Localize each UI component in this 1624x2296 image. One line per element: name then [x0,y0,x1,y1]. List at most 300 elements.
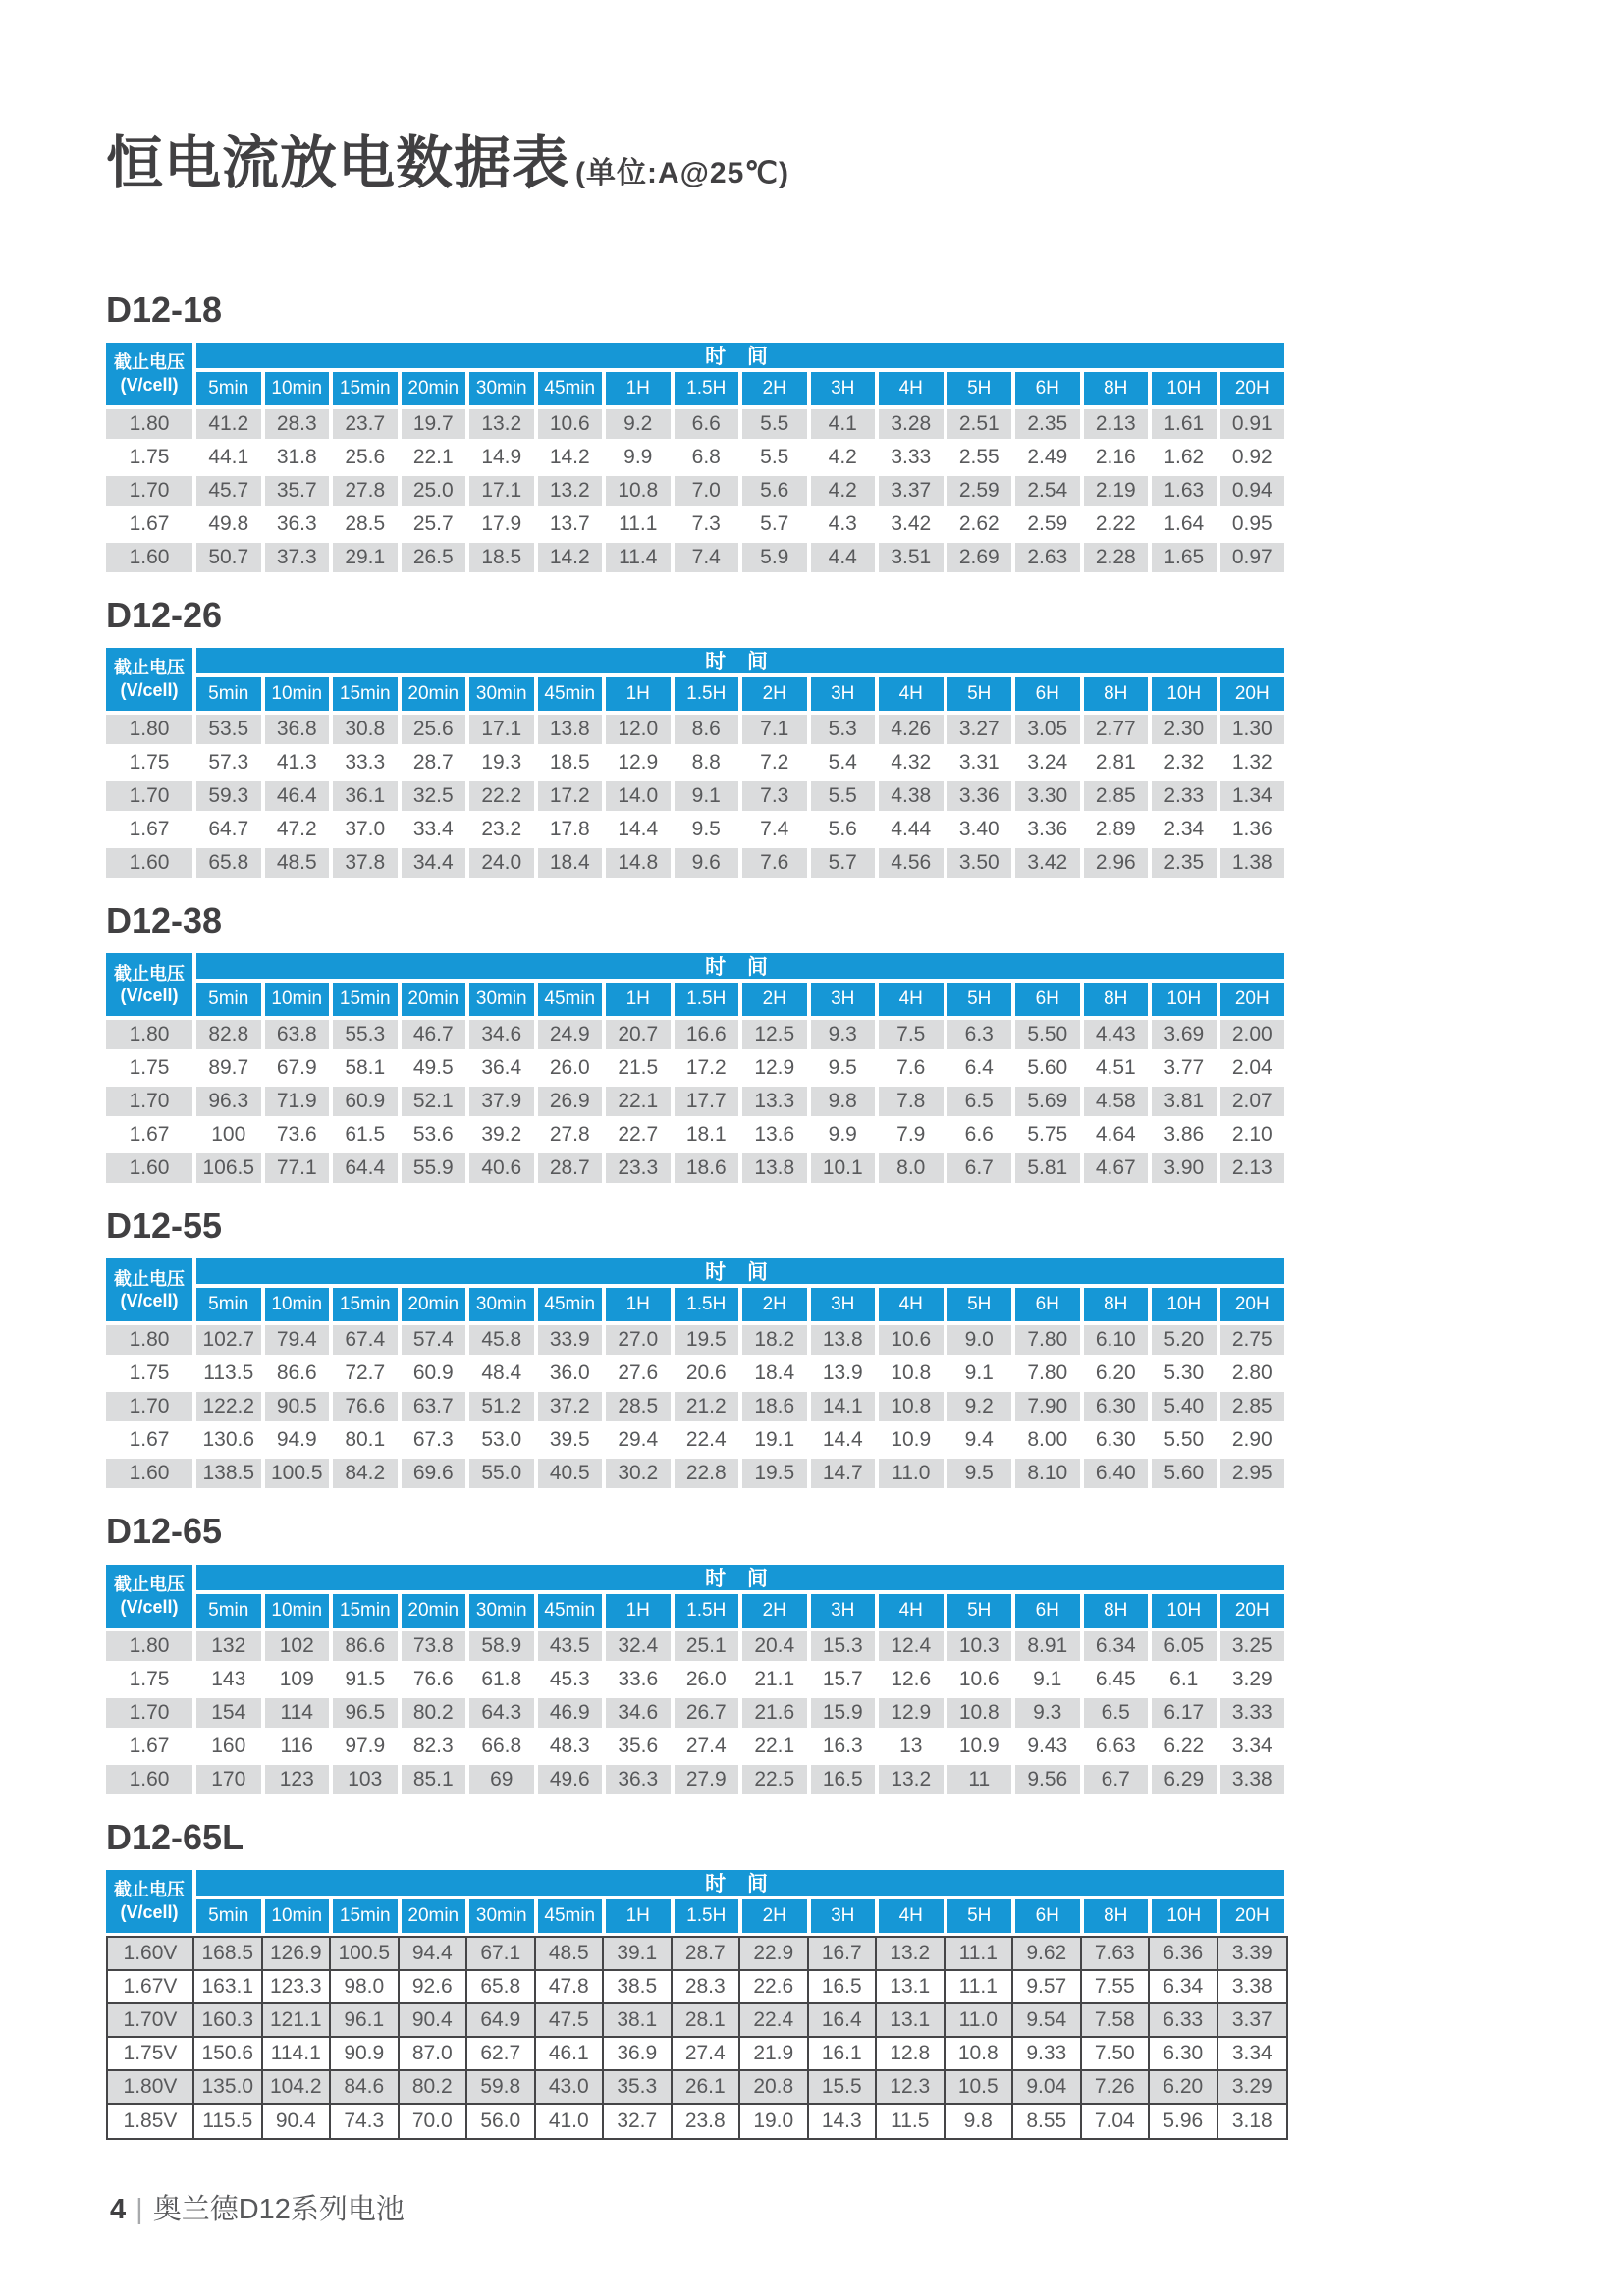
value-cell: 55.3 [333,1020,398,1049]
value-cell: 28.5 [333,509,398,539]
value-cell: 2.13 [1084,409,1149,439]
value-cell: 41.3 [265,748,330,777]
column-header-3H: 3H [811,1594,876,1628]
value-cell: 10.8 [879,1359,944,1388]
value-cell: 91.5 [333,1665,398,1694]
time-header-cell: 时 间 [196,953,1284,979]
table-header [106,1870,1284,1933]
footer-doc-title: 奥兰德D12系列电池 [152,2194,405,2225]
value-cell: 61.8 [469,1665,534,1694]
column-header-15min: 15min [333,677,398,711]
voltage-cell: 1.80 [106,715,192,744]
value-cell: 25.7 [402,509,466,539]
value-cell: 90.9 [331,2038,400,2071]
value-cell: 5.7 [742,509,807,539]
value-cell: 43.0 [536,2071,605,2105]
value-cell: 9.54 [1013,2004,1082,2038]
value-cell: 25.0 [402,476,466,506]
value-cell: 17.9 [469,509,534,539]
value-cell: 57.4 [402,1325,466,1355]
voltage-cell: 1.67 [106,1732,192,1761]
value-cell: 39.2 [469,1120,534,1149]
voltage-cell: 1.60 [106,1459,192,1488]
value-cell: 36.0 [538,1359,603,1388]
value-cell: 52.1 [402,1087,466,1116]
value-cell: 9.43 [1015,1732,1080,1761]
value-cell: 13.8 [811,1325,876,1355]
value-cell: 2.28 [1084,543,1149,572]
voltage-cell: 1.70 [106,1698,192,1728]
value-cell: 58.9 [469,1631,534,1661]
value-cell: 18.4 [742,1359,807,1388]
value-cell: 7.2 [742,748,807,777]
column-header-4H: 4H [879,372,944,405]
value-cell: 2.35 [1152,848,1217,878]
value-cell: 11.0 [946,2004,1014,2038]
value-cell: 67.3 [402,1425,466,1455]
value-cell: 14.9 [469,443,534,472]
value-cell: 15.3 [811,1631,876,1661]
value-cell: 32.5 [402,781,466,811]
value-cell: 36.8 [265,715,330,744]
value-cell: 12.9 [742,1053,807,1083]
column-header-5H: 5H [947,372,1012,405]
value-cell: 20.4 [742,1631,807,1661]
value-cell: 123.3 [263,1971,332,2004]
value-cell: 40.6 [469,1153,534,1183]
value-cell: 4.38 [879,781,944,811]
column-header-4H: 4H [879,1594,944,1628]
value-cell: 100.5 [331,1938,400,1971]
value-cell: 22.4 [740,2004,809,2038]
value-cell: 6.1 [1152,1665,1217,1694]
value-cell: 9.8 [946,2105,1014,2138]
value-cell: 122.2 [196,1392,261,1421]
battery-section-D12-38 [106,899,1624,1183]
value-cell: 3.77 [1152,1053,1217,1083]
column-header-1H: 1H [606,677,671,711]
value-cell: 7.63 [1082,1938,1151,1971]
value-cell: 1.62 [1152,443,1217,472]
column-header-1.5H: 1.5H [675,1899,739,1933]
column-header-45min: 45min [538,372,603,405]
column-header-8H: 8H [1084,1899,1149,1933]
value-cell: 37.0 [333,815,398,844]
value-cell: 5.30 [1152,1359,1217,1388]
value-cell: 9.2 [947,1392,1012,1421]
voltage-header-cell [106,953,192,1016]
value-cell: 97.9 [333,1732,398,1761]
value-cell: 5.9 [742,543,807,572]
column-header-5H: 5H [947,1899,1012,1933]
value-cell: 22.4 [675,1425,739,1455]
value-cell: 67.4 [333,1325,398,1355]
value-cell: 3.37 [1218,2004,1287,2038]
value-cell: 53.5 [196,715,261,744]
value-cell: 3.39 [1218,1938,1287,1971]
value-cell: 22.6 [740,1971,809,2004]
value-cell: 2.16 [1084,443,1149,472]
section-heading: D12-55 [106,1205,223,1247]
value-cell: 60.9 [333,1087,398,1116]
value-cell: 69 [469,1765,534,1794]
value-cell: 5.5 [742,409,807,439]
column-header-15min: 15min [333,372,398,405]
value-cell: 4.43 [1084,1020,1149,1049]
value-cell: 24.9 [538,1020,603,1049]
value-cell: 14.1 [811,1392,876,1421]
value-cell: 7.1 [742,715,807,744]
value-cell: 26.0 [538,1053,603,1083]
value-cell: 103 [333,1765,398,1794]
value-cell: 5.4 [811,748,876,777]
value-cell: 6.63 [1084,1732,1149,1761]
value-cell: 2.32 [1152,748,1217,777]
value-cell: 9.9 [606,443,671,472]
value-cell: 4.51 [1084,1053,1149,1083]
value-cell: 7.58 [1082,2004,1151,2038]
value-cell: 41.2 [196,409,261,439]
value-cell: 17.2 [675,1053,739,1083]
value-cell: 2.49 [1015,443,1080,472]
value-cell: 82.3 [402,1732,466,1761]
value-cell: 60.9 [402,1359,466,1388]
value-cell: 2.19 [1084,476,1149,506]
voltage-cell: 1.60 [106,1153,192,1183]
value-cell: 2.30 [1152,715,1217,744]
column-header-10min: 10min [265,1899,330,1933]
value-cell: 22.5 [742,1765,807,1794]
value-cell: 170 [196,1765,261,1794]
table-body [106,715,1284,878]
column-header-1H: 1H [606,1288,671,1321]
value-cell: 18.4 [538,848,603,878]
value-cell: 23.2 [469,815,534,844]
time-header-cell: 时 间 [196,1565,1284,1590]
column-header-4H: 4H [879,1288,944,1321]
value-cell: 2.96 [1084,848,1149,878]
value-cell: 94.9 [265,1425,330,1455]
value-cell: 4.32 [879,748,944,777]
value-cell: 26.5 [402,543,466,572]
column-header-20min: 20min [402,983,466,1016]
value-cell: 80.2 [402,1698,466,1728]
value-cell: 130.6 [196,1425,261,1455]
value-cell: 9.6 [675,848,739,878]
value-cell: 29.4 [606,1425,671,1455]
column-header-10min: 10min [265,1288,330,1321]
voltage-cell: 1.75 [106,1665,192,1694]
column-header-15min: 15min [333,1899,398,1933]
table-header [106,343,1284,405]
value-cell: 28.3 [265,409,330,439]
value-cell: 19.7 [402,409,466,439]
value-cell: 37.9 [469,1087,534,1116]
value-cell: 9.56 [1015,1765,1080,1794]
value-cell: 3.50 [947,848,1012,878]
value-cell: 49.8 [196,509,261,539]
value-cell: 100 [196,1120,261,1149]
value-cell: 80.2 [400,2071,468,2105]
value-cell: 8.6 [675,715,739,744]
column-header-1H: 1H [606,1899,671,1933]
value-cell: 2.90 [1220,1425,1285,1455]
column-header-1.5H: 1.5H [675,1288,739,1321]
value-cell: 27.8 [538,1120,603,1149]
value-cell: 43.5 [538,1631,603,1661]
value-cell: 15.7 [811,1665,876,1694]
value-cell: 37.8 [333,848,398,878]
value-cell: 19.1 [742,1425,807,1455]
value-cell: 19.3 [469,748,534,777]
value-cell: 90.5 [265,1392,330,1421]
value-cell: 90.4 [263,2105,332,2138]
value-cell: 63.8 [265,1020,330,1049]
value-cell: 46.9 [538,1698,603,1728]
voltage-header-line2: (V/cell) [120,986,179,1006]
section-heading: D12-65 [106,1511,223,1552]
value-cell: 26.0 [675,1665,739,1694]
column-header-15min: 15min [333,983,398,1016]
value-cell: 4.2 [811,476,876,506]
value-cell: 6.29 [1152,1765,1217,1794]
value-cell: 9.1 [675,781,739,811]
value-cell: 18.5 [469,543,534,572]
value-cell: 7.8 [879,1087,944,1116]
column-header-10min: 10min [265,983,330,1016]
value-cell: 14.3 [809,2105,878,2138]
value-cell: 38.1 [604,2004,673,2038]
value-cell: 154 [196,1698,261,1728]
value-cell: 23.3 [606,1153,671,1183]
battery-section-D12-26 [106,594,1624,878]
value-cell: 65.8 [467,1971,536,2004]
value-cell: 22.7 [606,1120,671,1149]
column-header-1.5H: 1.5H [675,677,739,711]
value-cell: 20.8 [740,2071,809,2105]
value-cell: 2.95 [1220,1459,1285,1488]
value-cell: 7.80 [1015,1359,1080,1388]
value-cell: 2.85 [1084,781,1149,811]
value-cell: 47.2 [265,815,330,844]
value-cell: 96.5 [333,1698,398,1728]
value-cell: 25.1 [675,1631,739,1661]
value-cell: 10.9 [879,1425,944,1455]
voltage-cell: 1.85V [108,2105,194,2138]
value-cell: 28.1 [673,2004,741,2038]
value-cell: 2.62 [947,509,1012,539]
time-header-cell: 时 间 [196,648,1284,673]
column-header-10min: 10min [265,372,330,405]
value-cell: 21.5 [606,1053,671,1083]
value-cell: 3.69 [1152,1020,1217,1049]
value-cell: 6.5 [947,1087,1012,1116]
value-cell: 6.3 [947,1020,1012,1049]
value-cell: 13.2 [538,476,603,506]
value-cell: 19.0 [740,2105,809,2138]
table-header [106,1258,1284,1321]
value-cell: 9.04 [1013,2071,1082,2105]
value-cell: 26.7 [675,1698,739,1728]
value-cell: 53.6 [402,1120,466,1149]
column-header-30min: 30min [469,1288,534,1321]
value-cell: 12.6 [879,1665,944,1694]
value-cell: 6.40 [1084,1459,1149,1488]
voltage-cell: 1.70 [106,476,192,506]
value-cell: 23.8 [673,2105,741,2138]
value-cell: 16.3 [811,1732,876,1761]
value-cell: 34.6 [606,1698,671,1728]
value-cell: 4.2 [811,443,876,472]
value-cell: 8.00 [1015,1425,1080,1455]
column-header-5min: 5min [196,1899,261,1933]
value-cell: 7.4 [675,543,739,572]
value-cell: 36.3 [606,1765,671,1794]
value-cell: 17.1 [469,715,534,744]
column-header-20min: 20min [402,677,466,711]
value-cell: 33.3 [333,748,398,777]
voltage-cell: 1.60 [106,848,192,878]
value-cell: 21.2 [675,1392,739,1421]
value-cell: 28.5 [606,1392,671,1421]
voltage-cell: 1.80 [106,1325,192,1355]
value-cell: 9.1 [947,1359,1012,1388]
value-cell: 132 [196,1631,261,1661]
value-cell: 13.3 [742,1087,807,1116]
value-cell: 41.0 [536,2105,605,2138]
value-cell: 53.0 [469,1425,534,1455]
value-cell: 55.0 [469,1459,534,1488]
value-cell: 9.33 [1013,2038,1082,2071]
value-cell: 3.27 [947,715,1012,744]
value-cell: 0.94 [1220,476,1285,506]
value-cell: 6.20 [1084,1359,1149,1388]
column-header-10min: 10min [265,677,330,711]
value-cell: 0.95 [1220,509,1285,539]
value-cell: 2.85 [1220,1392,1285,1421]
value-cell: 3.81 [1152,1087,1217,1116]
voltage-header-line1: 截止电压 [114,1268,185,1289]
value-cell: 22.9 [740,1938,809,1971]
value-cell: 115.5 [194,2105,263,2138]
table-header [106,1565,1284,1628]
value-cell: 14.2 [538,543,603,572]
value-cell: 3.42 [879,509,944,539]
value-cell: 6.34 [1084,1631,1149,1661]
value-cell: 63.7 [402,1392,466,1421]
value-cell: 48.3 [538,1732,603,1761]
column-header-6H: 6H [1015,677,1080,711]
value-cell: 55.9 [402,1153,466,1183]
voltage-cell: 1.67 [106,815,192,844]
value-cell: 4.26 [879,715,944,744]
value-cell: 14.0 [606,781,671,811]
value-cell: 13.8 [538,715,603,744]
value-cell: 3.38 [1218,1971,1287,2004]
column-header-2H: 2H [742,1288,807,1321]
value-cell: 1.38 [1220,848,1285,878]
value-cell: 23.7 [333,409,398,439]
value-cell: 22.2 [469,781,534,811]
voltage-header-line2: (V/cell) [120,1291,179,1311]
value-cell: 3.36 [1015,815,1080,844]
value-cell: 7.3 [675,509,739,539]
value-cell: 14.4 [606,815,671,844]
value-cell: 135.0 [194,2071,263,2105]
voltage-header-line2: (V/cell) [120,1901,179,1922]
value-cell: 3.34 [1218,2038,1287,2071]
value-cell: 0.97 [1220,543,1285,572]
column-header-3H: 3H [811,983,876,1016]
column-header-1H: 1H [606,372,671,405]
value-cell: 4.64 [1084,1120,1149,1149]
value-cell: 3.42 [1015,848,1080,878]
value-cell: 66.8 [469,1732,534,1761]
value-cell: 3.33 [879,443,944,472]
value-cell: 64.4 [333,1153,398,1183]
value-cell: 12.9 [879,1698,944,1728]
value-cell: 72.7 [333,1359,398,1388]
value-cell: 17.7 [675,1087,739,1116]
value-cell: 82.8 [196,1020,261,1049]
value-cell: 138.5 [196,1459,261,1488]
value-cell: 113.5 [196,1359,261,1388]
voltage-cell: 1.60V [108,1938,194,1971]
table-body [106,1936,1288,2140]
value-cell: 6.30 [1150,2038,1218,2071]
value-cell: 15.9 [811,1698,876,1728]
tables [106,289,1624,2140]
value-cell: 49.5 [402,1053,466,1083]
value-cell: 2.10 [1220,1120,1285,1149]
value-cell: 9.2 [606,409,671,439]
column-header-20H: 20H [1220,1899,1285,1933]
column-header-10H: 10H [1152,372,1217,405]
column-header-20min: 20min [402,1288,466,1321]
value-cell: 2.54 [1015,476,1080,506]
table-body [106,1020,1284,1183]
column-header-5min: 5min [196,1288,261,1321]
value-cell: 16.1 [809,2038,878,2071]
column-header-1H: 1H [606,983,671,1016]
section-heading: D12-65L [106,1816,244,1857]
value-cell: 64.7 [196,815,261,844]
value-cell: 9.57 [1013,1971,1082,2004]
value-cell: 33.6 [606,1665,671,1694]
value-cell: 17.2 [538,781,603,811]
value-cell: 12.0 [606,715,671,744]
section-heading: D12-26 [106,594,223,635]
value-cell: 11 [947,1765,1012,1794]
value-cell: 65.8 [196,848,261,878]
value-cell: 114 [265,1698,330,1728]
column-header-5H: 5H [947,983,1012,1016]
column-header-6H: 6H [1015,1899,1080,1933]
value-cell: 6.7 [1084,1765,1149,1794]
value-cell: 33.9 [538,1325,603,1355]
value-cell: 160 [196,1732,261,1761]
value-cell: 1.36 [1220,815,1285,844]
section-heading: D12-18 [106,289,223,330]
value-cell: 9.5 [675,815,739,844]
value-cell: 7.50 [1082,2038,1151,2071]
value-cell: 28.7 [673,1938,741,1971]
page-footer [110,2187,405,2227]
column-header-1.5H: 1.5H [675,1594,739,1628]
value-cell: 28.3 [673,1971,741,2004]
value-cell: 2.59 [947,476,1012,506]
value-cell: 84.2 [333,1459,398,1488]
